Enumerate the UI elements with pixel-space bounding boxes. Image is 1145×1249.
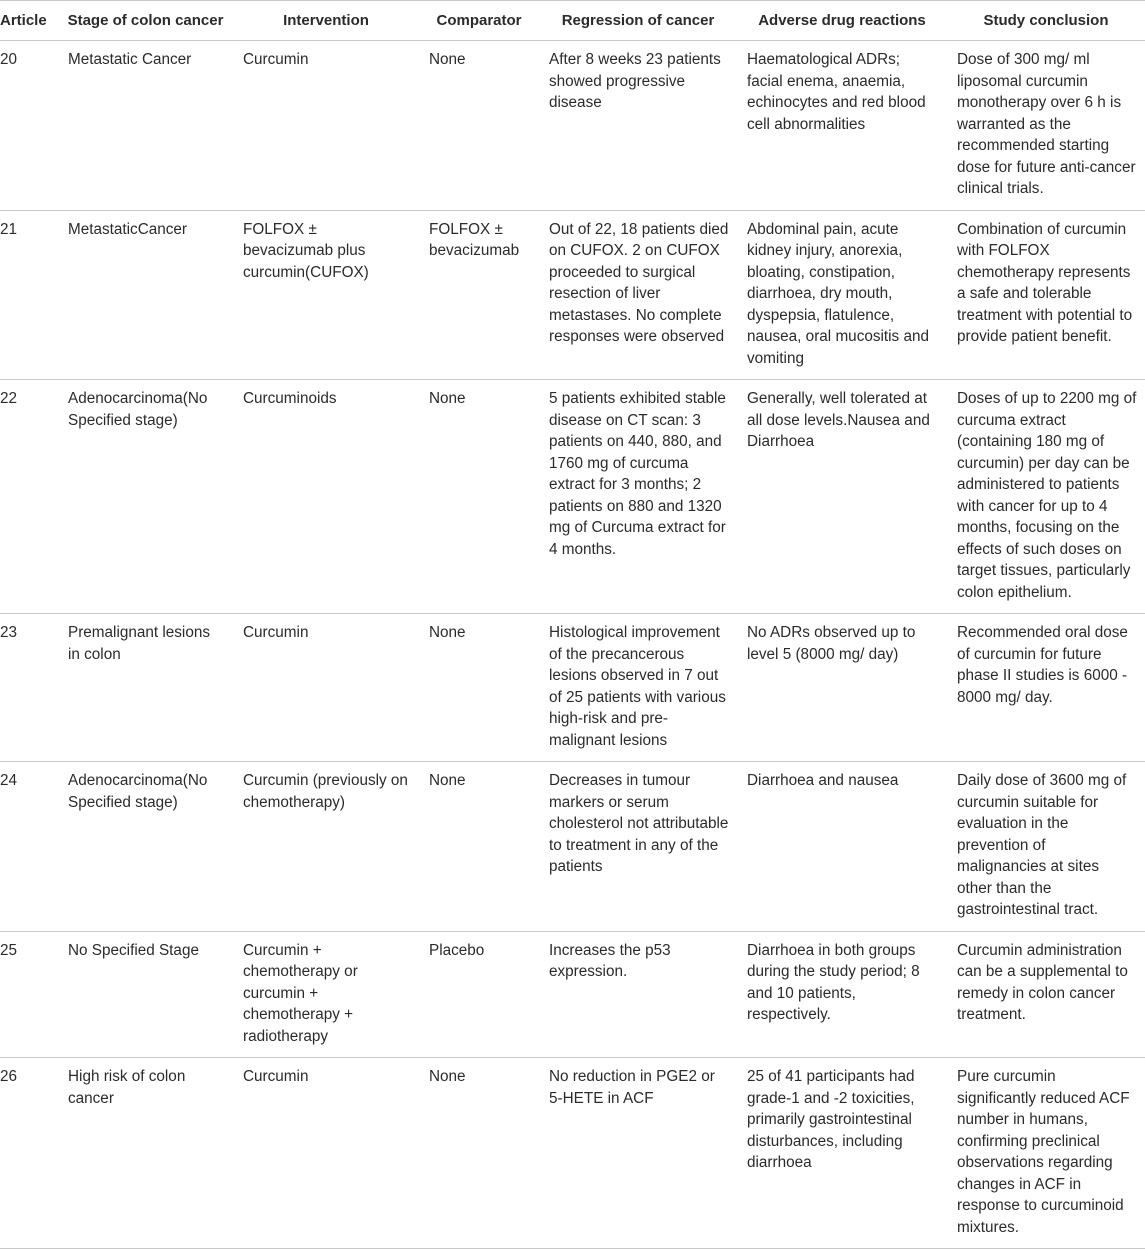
cell-stage: MetastaticCancer	[68, 220, 188, 238]
table-body	[0, 41, 1145, 1249]
cell-conclusion: Dose of 300 mg/ ml liposomal curcumin monotherapy over 6 h is warranted as the recommended starting dose for future anti-cancer clinical trials.	[957, 51, 1136, 197]
cell-regression: Increases the p53 expression.	[549, 941, 671, 980]
cell-regression: No reduction in PGE2 or 5-HETE in ACF	[549, 1068, 715, 1107]
cell-adverse-reactions: Haematological ADRs; facial enema, anaemia, echinocytes and red blood cell abnormalities	[747, 51, 926, 133]
cell-regression: Histological improvement of the precancerous lesions observed in 7 out of 25 patients with various high-risk and pre-malignant lesions	[549, 624, 726, 749]
header-article: Article	[0, 12, 47, 29]
table-row	[0, 1058, 1145, 1249]
cell-adverse-reactions: Diarrhoea in both groups during the study period; 8 and 10 patients, respectively.	[747, 941, 920, 1023]
cell-conclusion: Combination of curcumin with FOLFOX chemotherapy represents a safe and tolerable treatment with potential to provide patient benefit.	[957, 220, 1133, 345]
cell-comparator: None	[429, 390, 466, 407]
cell-conclusion: Curcumin administration can be a supplemental to remedy in colon cancer treatment.	[957, 941, 1128, 1023]
cell-intervention: Curcumin	[243, 51, 309, 68]
cell-intervention: Curcuminoids	[243, 390, 337, 407]
cell-conclusion: Recommended oral dose of curcumin for future phase II studies is 6000 - 8000 mg/ day.	[957, 624, 1128, 706]
table-header	[0, 1, 1145, 41]
cell-article: 24	[0, 772, 18, 789]
cell-regression: Decreases in tumour markers or serum cholesterol not attributable to treatment in any of the patients	[549, 772, 729, 875]
table-row	[0, 210, 1145, 380]
cell-stage: Metastatic Cancer	[68, 51, 192, 68]
table-row	[0, 614, 1145, 762]
header-row	[0, 1, 1145, 41]
cell-intervention: Curcumin	[243, 624, 309, 641]
cell-comparator: None	[429, 51, 466, 68]
cell-stage: High risk of colon cancer	[68, 1068, 186, 1107]
header-comparator: Comparator	[436, 12, 522, 29]
cell-article: 23	[0, 624, 18, 641]
cell-stage: Adenocarcinoma(No Specified stage)	[68, 772, 208, 811]
header-adverse-reactions: Adverse drug reactions	[758, 12, 926, 29]
cell-article: 25	[0, 941, 18, 959]
cell-article: 26	[0, 1068, 18, 1085]
cell-comparator: None	[429, 772, 466, 789]
cell-comparator: None	[429, 1068, 466, 1085]
cell-adverse-reactions: 25 of 41 participants had grade-1 and -2 toxicities, primarily gastrointestinal disturbances, including diarrhoea	[747, 1068, 915, 1171]
cell-adverse-reactions: Generally, well tolerated at all dose levels.Nausea and Diarrhoea	[747, 390, 930, 450]
cell-intervention: Curcumin	[243, 1068, 309, 1085]
cell-regression: After 8 weeks 23 patients showed progressive disease	[549, 51, 721, 111]
header-conclusion: Study conclusion	[983, 12, 1109, 29]
cell-intervention: Curcumin (previously on chemotherapy)	[243, 772, 408, 811]
cell-stage: No Specified Stage	[68, 941, 199, 959]
cell-article: 22	[0, 390, 18, 407]
cell-intervention: FOLFOX ± bevacizumab plus curcumin(CUFOX)	[243, 220, 369, 281]
cell-regression: Out of 22, 18 patients died on CUFOX. 2 on CUFOX proceeded to surgical resection of liver metastases. No complete responses were observed	[549, 220, 729, 345]
cell-stage: Adenocarcinoma(No Specified stage)	[68, 390, 208, 429]
header-stage: Stage of colon cancer	[67, 12, 224, 29]
cell-adverse-reactions: No ADRs observed up to level 5 (8000 mg/ day)	[747, 624, 916, 663]
cell-article: 20	[0, 51, 18, 68]
cell-article: 21	[0, 220, 18, 238]
cell-adverse-reactions: Abdominal pain, acute kidney injury, anorexia, bloating, constipation, diarrhoea, dry mouth, dyspepsia, flatulence, nausea, oral mucositis and vomiting	[747, 220, 929, 367]
cell-conclusion: Daily dose of 3600 mg of curcumin suitable for evaluation in the prevention of malignancies at sites other than the gastrointestinal tract.	[957, 772, 1127, 918]
cell-comparator: None	[429, 624, 466, 641]
cell-adverse-reactions: Diarrhoea and nausea	[747, 772, 899, 789]
cell-stage: Premalignant lesions in colon	[68, 624, 210, 663]
cell-comparator: FOLFOX ± bevacizumab	[429, 220, 520, 259]
cell-conclusion: Doses of up to 2200 mg of curcuma extract (containing 180 mg of curcumin) per day can be administered to patients with cancer for up to 4 months, focusing on the effects of such doses on target tissues, particularly colon epithelium.	[957, 390, 1137, 601]
cell-intervention: Curcumin + chemotherapy or curcumin + chemotherapy + radiotherapy	[243, 941, 358, 1045]
header-regression: Regression of cancer	[561, 12, 715, 29]
table-row	[0, 41, 1145, 211]
table-row	[0, 380, 1145, 614]
cell-comparator: Placebo	[429, 941, 485, 959]
cell-conclusion: Pure curcumin significantly reduced ACF number in humans, confirming preclinical observations regarding changes in ACF in response to curcuminoid mixtures.	[957, 1068, 1130, 1236]
table-row	[0, 931, 1145, 1058]
table-row	[0, 762, 1145, 932]
cell-regression: 5 patients exhibited stable disease on CT scan: 3 patients on 440, 880, and 1760 mg of curcuma extract for 3 months; 2 patients on 880 and 1320 mg of Curcuma extract for 4 months.	[549, 390, 726, 558]
header-intervention: Intervention	[283, 12, 369, 29]
